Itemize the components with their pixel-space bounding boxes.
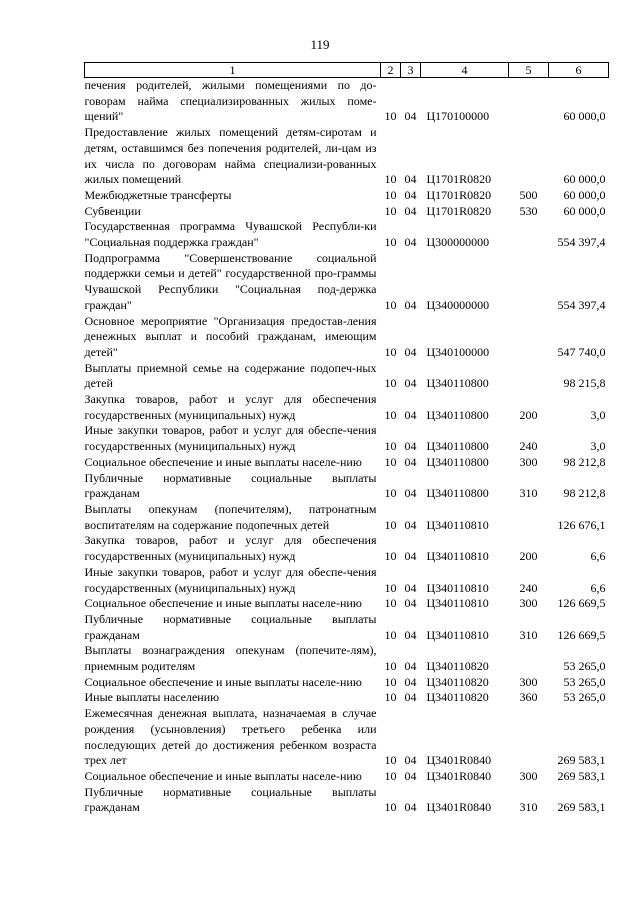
- table-row: [85, 690, 609, 706]
- subsection-code: 04: [404, 439, 417, 454]
- amount: 269 583,1: [557, 800, 606, 815]
- target-article-code: Ц340110820: [426, 659, 489, 674]
- expense-type-code: [509, 706, 549, 769]
- section-code: 10: [384, 187, 397, 202]
- amount: 554 397,4: [557, 235, 606, 250]
- target-article-code: Ц340110810: [426, 596, 489, 611]
- row-name: печения родителей, жилыми помещениями по до-говорам найма специализированных жилых поме-щений": [84, 78, 377, 124]
- row-name: Публичные нормативные социальные выплаты гражданам: [84, 784, 377, 815]
- amount: 60 000,0: [563, 187, 606, 202]
- expense-type-code: 300: [519, 768, 538, 783]
- subsection-code: 04: [404, 235, 417, 250]
- target-article-code: Ц300000000: [426, 235, 490, 250]
- amount: 269 583,1: [557, 768, 606, 783]
- amount: 98 212,8: [563, 454, 606, 469]
- section-code: 10: [384, 659, 397, 674]
- amount: 53 265,0: [563, 674, 606, 689]
- amount: 126 669,5: [557, 596, 606, 611]
- section-code: 10: [384, 235, 397, 250]
- amount: 60 000,0: [563, 109, 606, 124]
- expense-type-code: [509, 643, 549, 674]
- budget-table: [84, 62, 609, 816]
- subsection-code: 04: [404, 454, 417, 469]
- section-code: 10: [384, 109, 397, 124]
- target-article-code: Ц340000000: [426, 297, 490, 312]
- table-row: [85, 675, 609, 691]
- section-code: 10: [384, 549, 397, 564]
- amount: 6,6: [590, 549, 606, 564]
- amount: 53 265,0: [563, 659, 606, 674]
- expense-type-code: [509, 314, 549, 361]
- amount: 6,6: [590, 580, 606, 595]
- section-code: 10: [384, 674, 397, 689]
- expense-type-code: 310: [519, 486, 538, 501]
- subsection-code: 04: [404, 486, 417, 501]
- header-col-4: 4: [421, 63, 509, 78]
- amount: 126 676,1: [557, 517, 606, 532]
- table-row: [85, 502, 609, 533]
- table-row: [85, 643, 609, 674]
- target-article-code: Ц340110810: [426, 549, 489, 564]
- amount: 60 000,0: [563, 172, 606, 187]
- target-article-code: Ц3401R0840: [426, 753, 492, 768]
- amount: 53 265,0: [563, 690, 606, 705]
- table-row: [85, 596, 609, 612]
- amount: 547 740,0: [557, 344, 606, 359]
- subsection-code: 04: [404, 187, 417, 202]
- target-article-code: Ц340110810: [426, 517, 489, 532]
- row-name: Ежемесячная денежная выплата, назначаемая в случае рождения (усыновления) третьего ребенка или последующих детей до достижения ребенком возраста трех лет: [84, 706, 377, 768]
- section-code: 10: [384, 800, 397, 815]
- table-row: [85, 251, 609, 314]
- row-name: Социальное обеспечение и иные выплаты населе-нию: [84, 454, 362, 469]
- row-name: Публичные нормативные социальные выплаты гражданам: [84, 611, 377, 642]
- section-code: 10: [384, 768, 397, 783]
- expense-type-code: [509, 219, 549, 250]
- table-row: [85, 392, 609, 423]
- table-row: [85, 612, 609, 643]
- section-code: 10: [384, 580, 397, 595]
- amount: 3,0: [590, 407, 606, 422]
- subsection-code: 04: [404, 172, 417, 187]
- target-article-code: Ц3401R0840: [426, 800, 492, 815]
- table-row: [85, 361, 609, 392]
- subsection-code: 04: [404, 627, 417, 642]
- expense-type-code: 300: [519, 674, 538, 689]
- expense-type-code: 240: [519, 439, 538, 454]
- section-code: 10: [384, 454, 397, 469]
- subsection-code: 04: [404, 376, 417, 391]
- expense-type-code: 200: [519, 407, 538, 422]
- row-name: Субвенции: [84, 203, 141, 218]
- table-row: [85, 471, 609, 502]
- amount: 3,0: [590, 439, 606, 454]
- expense-type-code: [509, 125, 549, 188]
- amount: 98 212,8: [563, 486, 606, 501]
- row-name: Выплаты приемной семье на содержание подопеч-ных детей: [84, 360, 377, 391]
- page-number: 119: [310, 37, 330, 52]
- amount: 60 000,0: [563, 203, 606, 218]
- table-row: [85, 533, 609, 564]
- amount: 98 215,8: [563, 376, 606, 391]
- amount: 554 397,4: [557, 297, 606, 312]
- expense-type-code: 310: [519, 627, 538, 642]
- expense-type-code: [509, 251, 549, 314]
- section-code: 10: [384, 376, 397, 391]
- section-code: 10: [384, 203, 397, 218]
- target-article-code: Ц1701R0820: [426, 203, 492, 218]
- amount: 126 669,5: [557, 627, 606, 642]
- subsection-code: 04: [404, 549, 417, 564]
- section-code: 10: [384, 344, 397, 359]
- expense-type-code: 300: [519, 454, 538, 469]
- target-article-code: Ц340110820: [426, 674, 489, 689]
- table-row: [85, 314, 609, 361]
- section-code: 10: [384, 517, 397, 532]
- header-col-2: 2: [381, 63, 401, 78]
- subsection-code: 04: [404, 297, 417, 312]
- table-row: [85, 125, 609, 188]
- expense-type-code: 360: [519, 690, 538, 705]
- subsection-code: 04: [404, 800, 417, 815]
- target-article-code: Ц340110810: [426, 627, 489, 642]
- row-name: Подпрограмма "Совершенствование социальной поддержки семьи и детей" государственной про-граммы Чувашской Республики "Социальная под-держка граждан": [84, 250, 377, 312]
- subsection-code: 04: [404, 517, 417, 532]
- expense-type-code: 500: [519, 187, 538, 202]
- table-row: [85, 706, 609, 769]
- expense-type-code: 240: [519, 580, 538, 595]
- table-body: [85, 78, 609, 817]
- subsection-code: 04: [404, 203, 417, 218]
- target-article-code: Ц340110800: [426, 486, 489, 501]
- expense-type-code: 300: [519, 596, 538, 611]
- subsection-code: 04: [404, 753, 417, 768]
- header-col-3: 3: [401, 63, 421, 78]
- table-row: [85, 188, 609, 204]
- subsection-code: 04: [404, 690, 417, 705]
- row-name: Иные выплаты населению: [84, 690, 220, 705]
- header-col-1: 1: [85, 63, 381, 78]
- row-name: Выплаты опекунам (попечителям), патронатным воспитателям на содержание подопечных детей: [84, 501, 377, 532]
- table-row: [85, 423, 609, 454]
- target-article-code: Ц1701R0820: [426, 172, 492, 187]
- subsection-code: 04: [404, 596, 417, 611]
- expense-type-code: 310: [519, 800, 538, 815]
- expense-type-code: 200: [519, 549, 538, 564]
- target-article-code: Ц170100000: [426, 109, 490, 124]
- row-name: Социальное обеспечение и иные выплаты населе-нию: [84, 674, 362, 689]
- row-name: Публичные нормативные социальные выплаты гражданам: [84, 470, 377, 501]
- target-article-code: Ц340110800: [426, 439, 489, 454]
- section-code: 10: [384, 627, 397, 642]
- target-article-code: Ц3401R0840: [426, 768, 492, 783]
- target-article-code: Ц340110810: [426, 580, 489, 595]
- table-row: [85, 204, 609, 220]
- subsection-code: 04: [404, 659, 417, 674]
- expense-type-code: 530: [519, 203, 538, 218]
- row-name: Предоставление жилых помещений детям-сиротам и детям, оставшимся без попечения родителей, ли-цам из их числа по договорам найма специализи-рованных жилых помещений: [84, 125, 377, 187]
- header-col-5: 5: [509, 63, 549, 78]
- table-row: [85, 219, 609, 250]
- section-code: 10: [384, 596, 397, 611]
- subsection-code: 04: [404, 344, 417, 359]
- table-header-row: [85, 63, 609, 78]
- table-row: [85, 769, 609, 785]
- row-name: Иные закупки товаров, работ и услуг для обеспе-чения государственных (муниципальных) нужд: [84, 423, 377, 454]
- target-article-code: Ц340110820: [426, 690, 489, 705]
- section-code: 10: [384, 297, 397, 312]
- section-code: 10: [384, 172, 397, 187]
- row-name: Социальное обеспечение и иные выплаты населе-нию: [84, 768, 362, 783]
- row-name: Социальное обеспечение и иные выплаты населе-нию: [84, 596, 362, 611]
- expense-type-code: [509, 502, 549, 533]
- section-code: 10: [384, 407, 397, 422]
- target-article-code: Ц1701R0820: [426, 187, 492, 202]
- section-code: 10: [384, 486, 397, 501]
- section-code: 10: [384, 439, 397, 454]
- subsection-code: 04: [404, 674, 417, 689]
- table-row: [85, 78, 609, 126]
- subsection-code: 04: [404, 768, 417, 783]
- expense-type-code: [509, 78, 549, 126]
- table-row: [85, 565, 609, 596]
- table-row: [85, 785, 609, 816]
- row-name: Иные закупки товаров, работ и услуг для обеспе-чения государственных (муниципальных) нужд: [84, 564, 377, 595]
- target-article-code: Ц340110800: [426, 454, 489, 469]
- target-article-code: Ц340110800: [426, 376, 489, 391]
- row-name: Выплаты вознаграждения опекунам (попечите-лям), приемным родителям: [84, 643, 377, 674]
- row-name: Государственная программа Чувашской Республи-ки "Социальная поддержка граждан": [84, 219, 377, 250]
- row-name: Закупка товаров, работ и услуг для обеспечения государственных (муниципальных) нужд: [84, 392, 377, 422]
- subsection-code: 04: [404, 407, 417, 422]
- target-article-code: Ц340110800: [426, 407, 489, 422]
- row-name: Основное мероприятие "Организация предостав-ления денежных выплат и пособий гражданам, имеющим детей": [84, 313, 377, 359]
- table-row: [85, 455, 609, 471]
- row-name: Межбюджетные трансферты: [84, 187, 232, 202]
- row-name: Закупка товаров, работ и услуг для обеспечения государственных (муниципальных) нужд: [84, 533, 377, 564]
- header-col-6: 6: [549, 63, 609, 78]
- amount: 269 583,1: [557, 753, 606, 768]
- section-code: 10: [384, 690, 397, 705]
- subsection-code: 04: [404, 580, 417, 595]
- target-article-code: Ц340100000: [426, 344, 490, 359]
- subsection-code: 04: [404, 109, 417, 124]
- section-code: 10: [384, 753, 397, 768]
- expense-type-code: [509, 361, 549, 392]
